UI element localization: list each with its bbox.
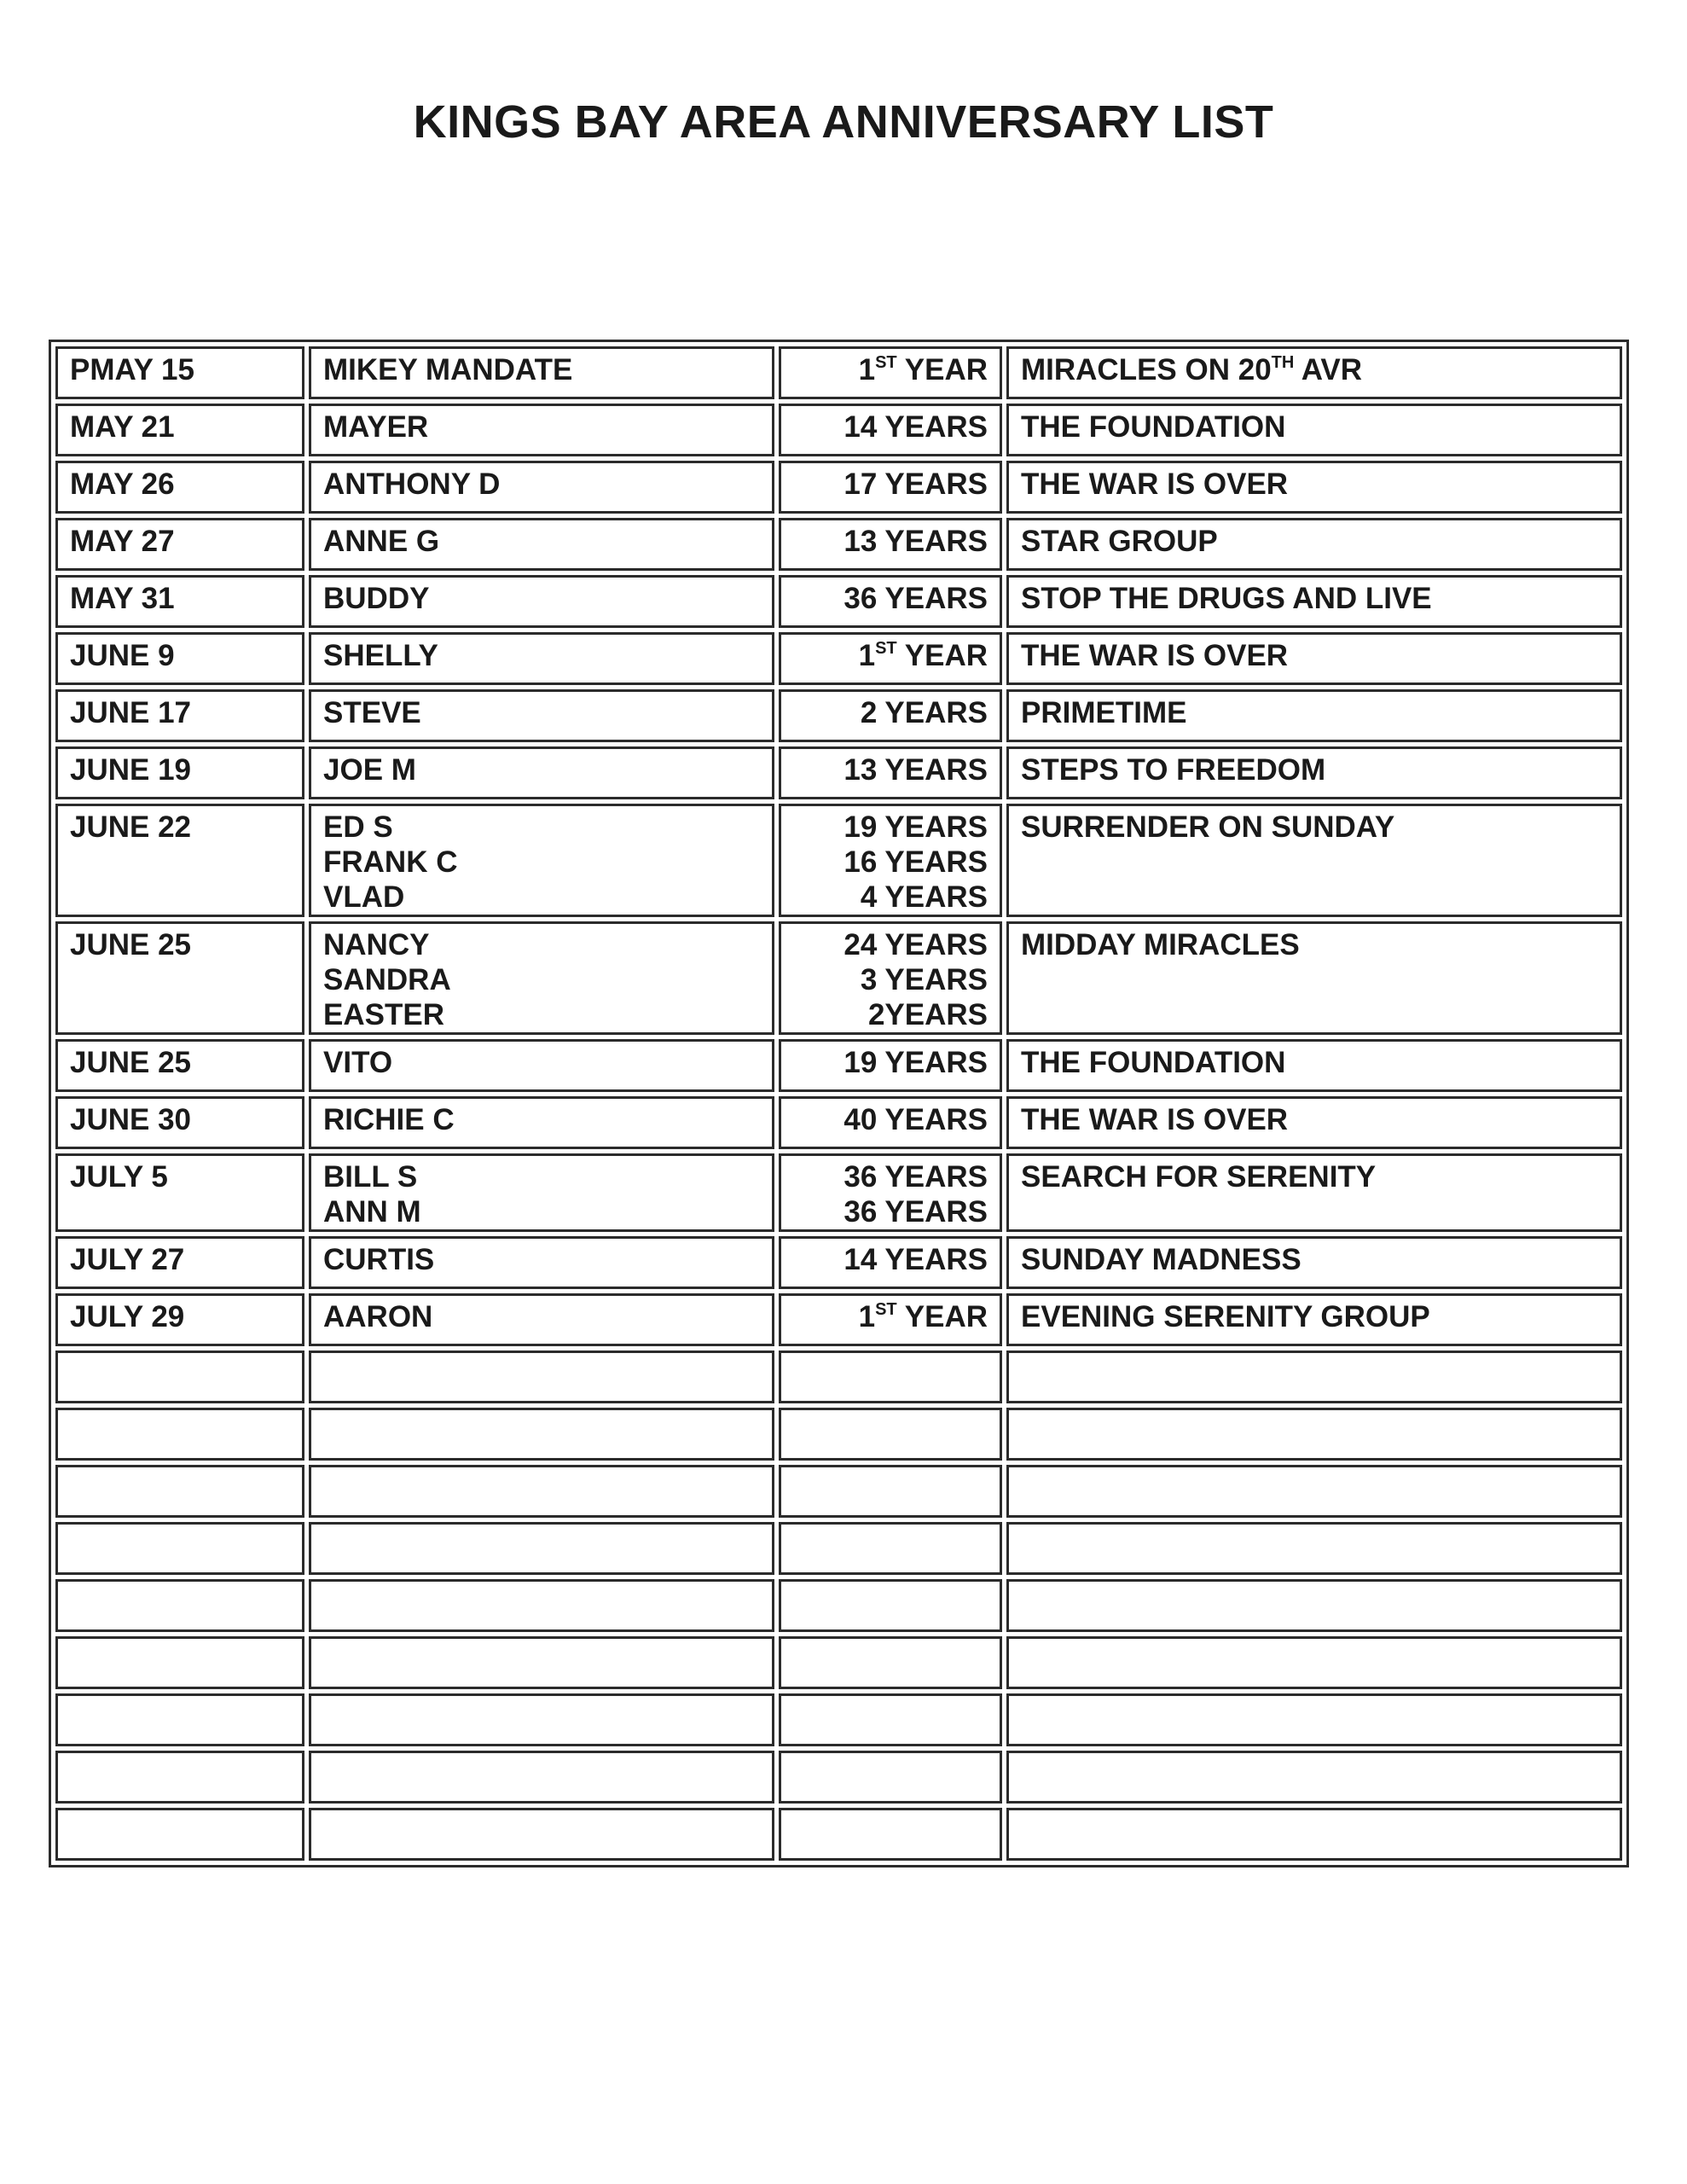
years-value — [793, 352, 988, 387]
years-number: 19 — [844, 1046, 878, 1079]
empty-row — [55, 1350, 1622, 1403]
group-cell — [1006, 689, 1622, 742]
years-unit: YEARS — [884, 998, 988, 1031]
years-unit: YEARS — [877, 468, 988, 501]
name-cell — [309, 1293, 774, 1346]
years-unit: YEARS — [877, 845, 988, 879]
date-cell: JULY 27 — [55, 1236, 304, 1289]
years-number: 13 — [844, 753, 878, 787]
table-row — [55, 1153, 1622, 1232]
years-number: 40 — [844, 1103, 878, 1136]
years-value — [793, 997, 988, 1032]
ordinal-suffix: ST — [875, 353, 897, 372]
group-name: PRIMETIME — [1021, 696, 1187, 729]
years-value — [793, 524, 988, 559]
empty-cell — [1006, 1350, 1622, 1403]
page-title: KINGS BAY AREA ANNIVERSARY LIST — [413, 96, 1274, 148]
years-unit: YEARS — [877, 582, 988, 615]
group-name: EVENING SERENITY GROUP — [1021, 1300, 1430, 1333]
anniversary-table — [49, 340, 1629, 1867]
years-unit: YEARS — [877, 753, 988, 787]
date-cell: MAY 21 — [55, 404, 304, 456]
date-cell: PMAY 15 — [55, 346, 304, 399]
member-name: FRANK C — [323, 845, 458, 879]
empty-cell — [309, 1350, 774, 1403]
years-value — [793, 1242, 988, 1277]
empty-cell — [779, 1465, 1002, 1518]
group-cell — [1006, 1236, 1622, 1289]
empty-cell — [55, 1751, 304, 1804]
years-number: 2 — [860, 696, 878, 729]
years-number: 19 — [844, 810, 878, 844]
table-row — [55, 632, 1622, 685]
name-cell — [309, 575, 774, 628]
member-name: AARON — [323, 1300, 433, 1333]
years-cell — [779, 1153, 1002, 1232]
years-number: 2 — [867, 998, 885, 1031]
years-unit: YEARS — [877, 1046, 988, 1079]
date-cell: JULY 5 — [55, 1153, 304, 1232]
group-cell — [1006, 461, 1622, 514]
member-name: MIKEY MANDATE — [323, 353, 573, 386]
years-cell — [779, 1293, 1002, 1346]
date-cell: MAY 31 — [55, 575, 304, 628]
empty-cell — [779, 1636, 1002, 1689]
table-row — [55, 575, 1622, 628]
date-cell: JUNE 9 — [55, 632, 304, 685]
empty-cell — [779, 1522, 1002, 1575]
years-number: 17 — [844, 468, 878, 501]
years-number: 3 — [860, 963, 878, 996]
years-cell — [779, 404, 1002, 456]
group-cell — [1006, 632, 1622, 685]
member-name: VITO — [323, 1046, 393, 1079]
years-number: 13 — [844, 525, 878, 558]
date-cell: JUNE 30 — [55, 1096, 304, 1149]
years-number: 36 — [844, 582, 878, 615]
years-number: 16 — [844, 845, 878, 879]
empty-cell — [1006, 1522, 1622, 1575]
member-name: STEVE — [323, 696, 421, 729]
table-row — [55, 404, 1622, 456]
group-cell — [1006, 746, 1622, 799]
years-number: 1 — [858, 639, 876, 672]
years-value — [793, 638, 988, 673]
empty-cell — [1006, 1808, 1622, 1861]
years-unit: YEARS — [877, 1103, 988, 1136]
group-name: SUNDAY MADNESS — [1021, 1243, 1301, 1276]
group-cell — [1006, 921, 1622, 1035]
member-name: ANN M — [323, 1195, 421, 1228]
years-value — [793, 810, 988, 845]
years-number: 36 — [844, 1160, 878, 1194]
empty-cell — [55, 1408, 304, 1461]
empty-cell — [309, 1522, 774, 1575]
member-name: NANCY — [323, 928, 430, 961]
years-unit: YEARS — [877, 963, 988, 996]
group-name: STEPS TO FREEDOM — [1021, 753, 1326, 787]
name-cell — [309, 804, 774, 917]
empty-cell — [309, 1579, 774, 1632]
name-cell — [309, 461, 774, 514]
table-row — [55, 346, 1622, 399]
name-cell — [309, 921, 774, 1035]
years-value — [793, 962, 988, 997]
empty-row — [55, 1751, 1622, 1804]
group-cell — [1006, 1039, 1622, 1092]
years-number: 24 — [844, 928, 878, 961]
empty-cell — [779, 1751, 1002, 1804]
member-name: ANNE G — [323, 525, 440, 558]
table-row — [55, 461, 1622, 514]
years-unit: YEAR — [896, 639, 988, 672]
empty-row — [55, 1579, 1622, 1632]
empty-cell — [55, 1522, 304, 1575]
group-cell — [1006, 1293, 1622, 1346]
date-cell: JUNE 17 — [55, 689, 304, 742]
ordinal-suffix: TH — [1271, 353, 1295, 372]
years-cell — [779, 632, 1002, 685]
years-cell — [779, 746, 1002, 799]
years-cell — [779, 1236, 1002, 1289]
name-cell — [309, 518, 774, 571]
empty-cell — [309, 1693, 774, 1746]
table-row — [55, 1096, 1622, 1149]
date-cell: MAY 26 — [55, 461, 304, 514]
empty-cell — [1006, 1465, 1622, 1518]
name-cell — [309, 632, 774, 685]
date-cell: JUNE 19 — [55, 746, 304, 799]
years-unit: YEARS — [877, 1243, 988, 1276]
table-row — [55, 689, 1622, 742]
member-name: JOE M — [323, 753, 416, 787]
years-cell — [779, 461, 1002, 514]
years-value — [793, 1102, 988, 1137]
years-cell — [779, 804, 1002, 917]
years-unit: YEARS — [877, 696, 988, 729]
years-value — [793, 927, 988, 962]
group-cell — [1006, 518, 1622, 571]
group-name: STAR GROUP — [1021, 525, 1218, 558]
empty-cell — [55, 1636, 304, 1689]
group-cell — [1006, 1153, 1622, 1232]
name-cell — [309, 1096, 774, 1149]
years-value — [793, 695, 988, 730]
table-row — [55, 1039, 1622, 1092]
member-name: CURTIS — [323, 1243, 435, 1276]
years-value — [793, 880, 988, 915]
empty-cell — [779, 1350, 1002, 1403]
name-cell — [309, 404, 774, 456]
name-cell — [309, 346, 774, 399]
years-value — [793, 1159, 988, 1194]
table-row — [55, 1236, 1622, 1289]
empty-cell — [55, 1808, 304, 1861]
member-name: VLAD — [323, 880, 405, 914]
empty-cell — [779, 1579, 1002, 1632]
empty-cell — [309, 1808, 774, 1861]
group-name: STOP THE DRUGS AND LIVE — [1021, 582, 1432, 615]
years-unit: YEARS — [877, 1195, 988, 1228]
years-number: 14 — [844, 1243, 878, 1276]
empty-row — [55, 1465, 1622, 1518]
date-cell: JUNE 25 — [55, 921, 304, 1035]
table-row — [55, 1293, 1622, 1346]
table-row — [55, 804, 1622, 917]
years-value — [793, 1299, 988, 1334]
empty-cell — [55, 1693, 304, 1746]
years-value — [793, 845, 988, 880]
years-cell — [779, 346, 1002, 399]
group-name: THE WAR IS OVER — [1021, 639, 1289, 672]
empty-cell — [309, 1636, 774, 1689]
years-cell — [779, 518, 1002, 571]
anniversary-table-body — [55, 346, 1622, 1861]
years-cell — [779, 689, 1002, 742]
member-name: EASTER — [323, 998, 444, 1031]
group-name: SURRENDER ON SUNDAY — [1021, 810, 1395, 844]
member-name: RICHIE C — [323, 1103, 455, 1136]
date-cell: JULY 29 — [55, 1293, 304, 1346]
years-cell — [779, 1096, 1002, 1149]
empty-cell — [1006, 1751, 1622, 1804]
group-name: SEARCH FOR SERENITY — [1021, 1160, 1377, 1194]
group-name: MIDDAY MIRACLES — [1021, 928, 1300, 961]
years-value — [793, 752, 988, 787]
empty-row — [55, 1522, 1622, 1575]
table-row — [55, 921, 1622, 1035]
group-cell — [1006, 804, 1622, 917]
group-name: THE WAR IS OVER — [1021, 468, 1289, 501]
group-cell — [1006, 346, 1622, 399]
years-number: 14 — [844, 410, 878, 444]
empty-row — [55, 1636, 1622, 1689]
years-number: 1 — [858, 1300, 876, 1333]
years-unit: YEARS — [877, 525, 988, 558]
group-cell — [1006, 1096, 1622, 1149]
empty-cell — [55, 1465, 304, 1518]
member-name: SHELLY — [323, 639, 438, 672]
name-cell — [309, 1039, 774, 1092]
years-unit: YEAR — [896, 353, 988, 386]
empty-row — [55, 1693, 1622, 1746]
empty-cell — [1006, 1636, 1622, 1689]
member-name: BUDDY — [323, 582, 430, 615]
years-value — [793, 1045, 988, 1080]
years-number: 4 — [860, 880, 878, 914]
ordinal-suffix: ST — [875, 639, 897, 658]
years-number: 1 — [858, 353, 876, 386]
name-cell — [309, 689, 774, 742]
empty-cell — [55, 1350, 304, 1403]
years-unit: YEARS — [877, 928, 988, 961]
years-unit: YEARS — [877, 810, 988, 844]
table-row — [55, 746, 1622, 799]
empty-cell — [779, 1408, 1002, 1461]
empty-cell — [309, 1408, 774, 1461]
date-cell: JUNE 25 — [55, 1039, 304, 1092]
empty-row — [55, 1808, 1622, 1861]
years-unit: YEARS — [877, 1160, 988, 1194]
group-name: THE FOUNDATION — [1021, 410, 1286, 444]
empty-cell — [779, 1693, 1002, 1746]
date-cell: JUNE 22 — [55, 804, 304, 917]
name-cell — [309, 1236, 774, 1289]
years-cell — [779, 575, 1002, 628]
ordinal-suffix: ST — [875, 1300, 897, 1319]
member-name: ANTHONY D — [323, 468, 501, 501]
name-cell — [309, 1153, 774, 1232]
empty-cell — [55, 1579, 304, 1632]
years-cell — [779, 921, 1002, 1035]
years-number: 36 — [844, 1195, 878, 1228]
years-cell — [779, 1039, 1002, 1092]
years-value — [793, 581, 988, 616]
group-cell — [1006, 404, 1622, 456]
years-unit: YEAR — [896, 1300, 988, 1333]
years-unit: YEARS — [877, 410, 988, 444]
group-name-suffix: AVR — [1294, 353, 1363, 386]
date-cell: MAY 27 — [55, 518, 304, 571]
member-name: SANDRA — [323, 963, 451, 996]
empty-cell — [779, 1808, 1002, 1861]
member-name: ED S — [323, 810, 393, 844]
member-name: MAYER — [323, 410, 429, 444]
empty-cell — [309, 1465, 774, 1518]
table-row — [55, 518, 1622, 571]
group-name: MIRACLES ON 20 — [1021, 353, 1272, 386]
empty-cell — [1006, 1579, 1622, 1632]
group-name: THE WAR IS OVER — [1021, 1103, 1289, 1136]
group-cell — [1006, 575, 1622, 628]
group-name: THE FOUNDATION — [1021, 1046, 1286, 1079]
years-unit: YEARS — [877, 880, 988, 914]
empty-cell — [1006, 1693, 1622, 1746]
years-value — [793, 467, 988, 502]
member-name: BILL S — [323, 1160, 418, 1194]
years-value — [793, 1194, 988, 1229]
empty-cell — [1006, 1408, 1622, 1461]
empty-row — [55, 1408, 1622, 1461]
years-value — [793, 410, 988, 444]
empty-cell — [309, 1751, 774, 1804]
name-cell — [309, 746, 774, 799]
